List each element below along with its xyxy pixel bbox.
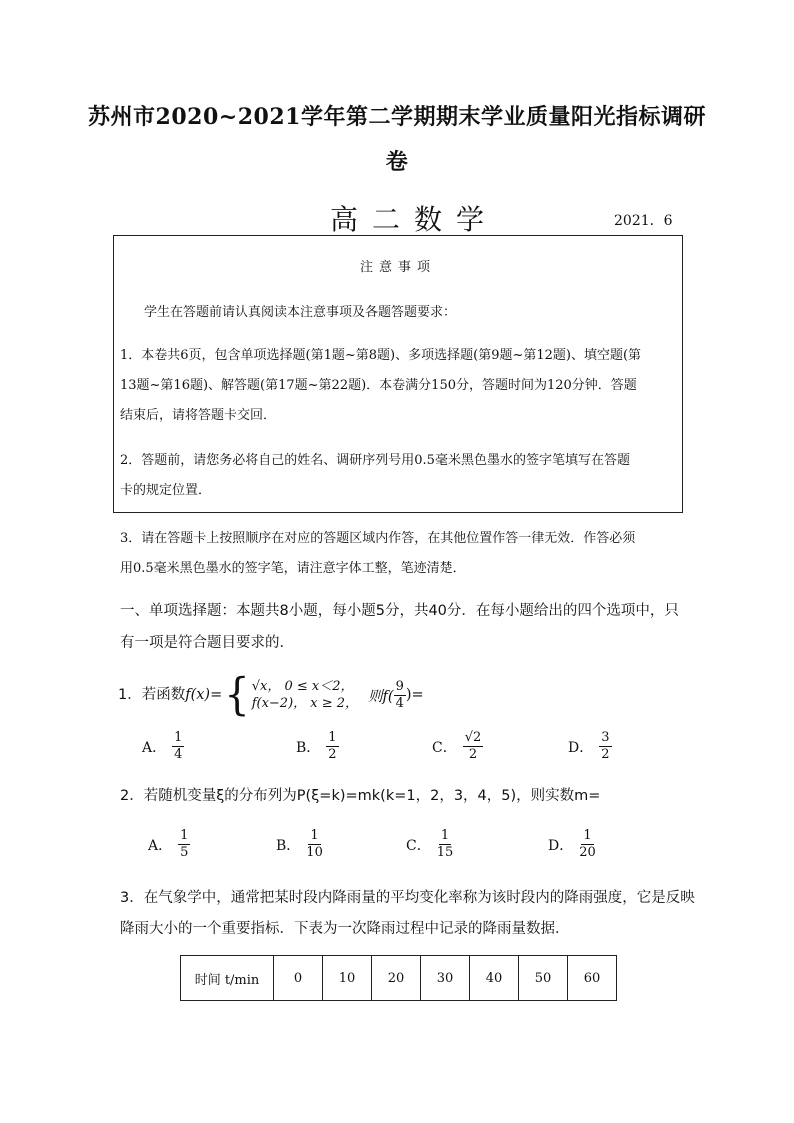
notice-item3-line1: 3．请在答题卡上按照顺序在对应的答题区域内作答，在其他位置作答一律无效．作答必须 <box>120 531 636 546</box>
question-3-line2: 降雨大小的一个重要指标．下表为一次降雨过程中记录的降雨量数据． <box>120 921 570 937</box>
option-fraction <box>437 828 454 861</box>
frac-num: √2 <box>464 730 482 745</box>
page-title-line1: 苏州市2020~2021学年第二学期期末学业质量阳光指标调研 <box>88 104 706 130</box>
frac-num: 1 <box>440 828 450 843</box>
option-fraction <box>579 828 596 861</box>
table-row <box>181 956 617 1001</box>
frac-den: 2 <box>328 747 337 762</box>
frac-num: 3 <box>601 730 610 745</box>
exam-date: 2021．6 <box>614 213 673 229</box>
table-cell: 时间 t/min <box>181 956 274 1001</box>
option-label: C． <box>406 837 431 854</box>
question-3-line1: 3．在气象学中，通常把某时段内降雨量的平均变化率称为该时段内的降雨强度，它是反映 <box>120 890 695 906</box>
option-label: D． <box>568 739 594 756</box>
q1-option-a[interactable] <box>142 730 184 763</box>
q1-option-b[interactable] <box>296 730 339 763</box>
notice-heading: 注意事项 <box>359 260 436 275</box>
option-fraction <box>306 828 323 861</box>
q2-option-c[interactable] <box>406 828 453 861</box>
frac-den: 5 <box>180 845 189 860</box>
page-title-line2: 卷 <box>385 149 409 175</box>
section1-line1: 一、单项选择题：本题共8小题，每小题5分，共40分．在每小题给出的四个选项中，只 <box>120 603 679 619</box>
frac-den: 2 <box>601 747 610 762</box>
q1-case2: f(x−2)， x ≥ 2， <box>251 696 359 711</box>
section1-line2: 有一项是符合题目要求的． <box>120 635 294 651</box>
notice-intro: 学生在答题前请认真阅读本注意事项及各题答题要求： <box>144 305 457 320</box>
table-cell: 10 <box>323 956 372 1001</box>
option-label: D． <box>548 837 574 854</box>
q1-suffix-pre: 则f( <box>368 688 394 705</box>
q1-option-d[interactable] <box>568 730 612 763</box>
notice-item3-line2: 用0.5毫米黑色墨水的签字笔，请注意字体工整，笔迹清楚． <box>120 561 466 576</box>
q1-fx: f(x)= <box>185 687 223 703</box>
option-label: C． <box>432 739 457 756</box>
frac-num: 1 <box>174 730 183 745</box>
frac-num: 1 <box>328 730 337 745</box>
table-cell: 0 <box>274 956 323 1001</box>
frac-den: 15 <box>436 845 454 860</box>
option-fraction <box>172 730 184 763</box>
option-fraction <box>178 828 190 861</box>
rainfall-table <box>180 955 617 1001</box>
table-cell: 50 <box>519 956 568 1001</box>
option-label: B． <box>276 837 301 854</box>
q1-arg-fraction <box>394 679 406 712</box>
notice-item1-line2: 13题~第16题)、解答题(第17题~第22题)．本卷满分150分，答题时间为120分钟．答题 <box>120 378 637 393</box>
notice-box <box>113 235 683 513</box>
option-label: A． <box>142 739 167 756</box>
left-brace-icon: { <box>224 669 250 721</box>
question-1 <box>118 669 424 721</box>
option-label: A． <box>148 837 173 854</box>
frac-num: 1 <box>180 828 189 843</box>
q2-option-a[interactable] <box>148 828 190 861</box>
frac-den: 2 <box>468 747 478 762</box>
option-label: B． <box>296 739 321 756</box>
q2-option-b[interactable] <box>276 828 323 861</box>
option-fraction <box>326 730 338 763</box>
q1-cases <box>252 678 358 712</box>
notice-item2-line2: 卡的规定位置． <box>120 483 212 498</box>
table-cell: 20 <box>372 956 421 1001</box>
q1-arg-den: 4 <box>395 695 404 711</box>
notice-item2-line1: 2．答题前，请您务必将自己的姓名、调研序列号用0.5毫米黑色墨水的签字笔填写在答题 <box>120 453 630 468</box>
question-2: 2．若随机变量ξ的分布列为P(ξ=k)=mk(k=1，2，3，4，5)，则实数m= <box>120 788 601 804</box>
table-cell: 40 <box>470 956 519 1001</box>
q1-suffix-post: )= <box>405 687 424 703</box>
notice-item1-line1: 1．本卷共6页，包含单项选择题(第1题~第8题)、多项选择题(第9题~第12题)、填空题(第 <box>120 348 642 363</box>
q1-prefix: 1．若函数 <box>118 687 186 703</box>
table-cell: 60 <box>568 956 617 1001</box>
q1-case1: √x， 0 ≤ x＜2， <box>251 679 354 694</box>
q1-arg-num: 9 <box>395 678 404 694</box>
q2-option-d[interactable] <box>548 828 596 861</box>
notice-item1-line3: 结束后，请将答题卡交回． <box>120 408 277 423</box>
frac-den: 20 <box>579 845 596 860</box>
subject-heading: 高二数学 <box>330 203 499 236</box>
frac-den: 10 <box>306 845 323 860</box>
q1-option-c[interactable] <box>432 730 483 763</box>
frac-num: 1 <box>310 828 319 843</box>
table-cell: 30 <box>421 956 470 1001</box>
option-fraction <box>599 730 611 763</box>
option-fraction <box>463 730 484 763</box>
frac-den: 4 <box>174 747 183 762</box>
frac-num: 1 <box>583 828 592 843</box>
